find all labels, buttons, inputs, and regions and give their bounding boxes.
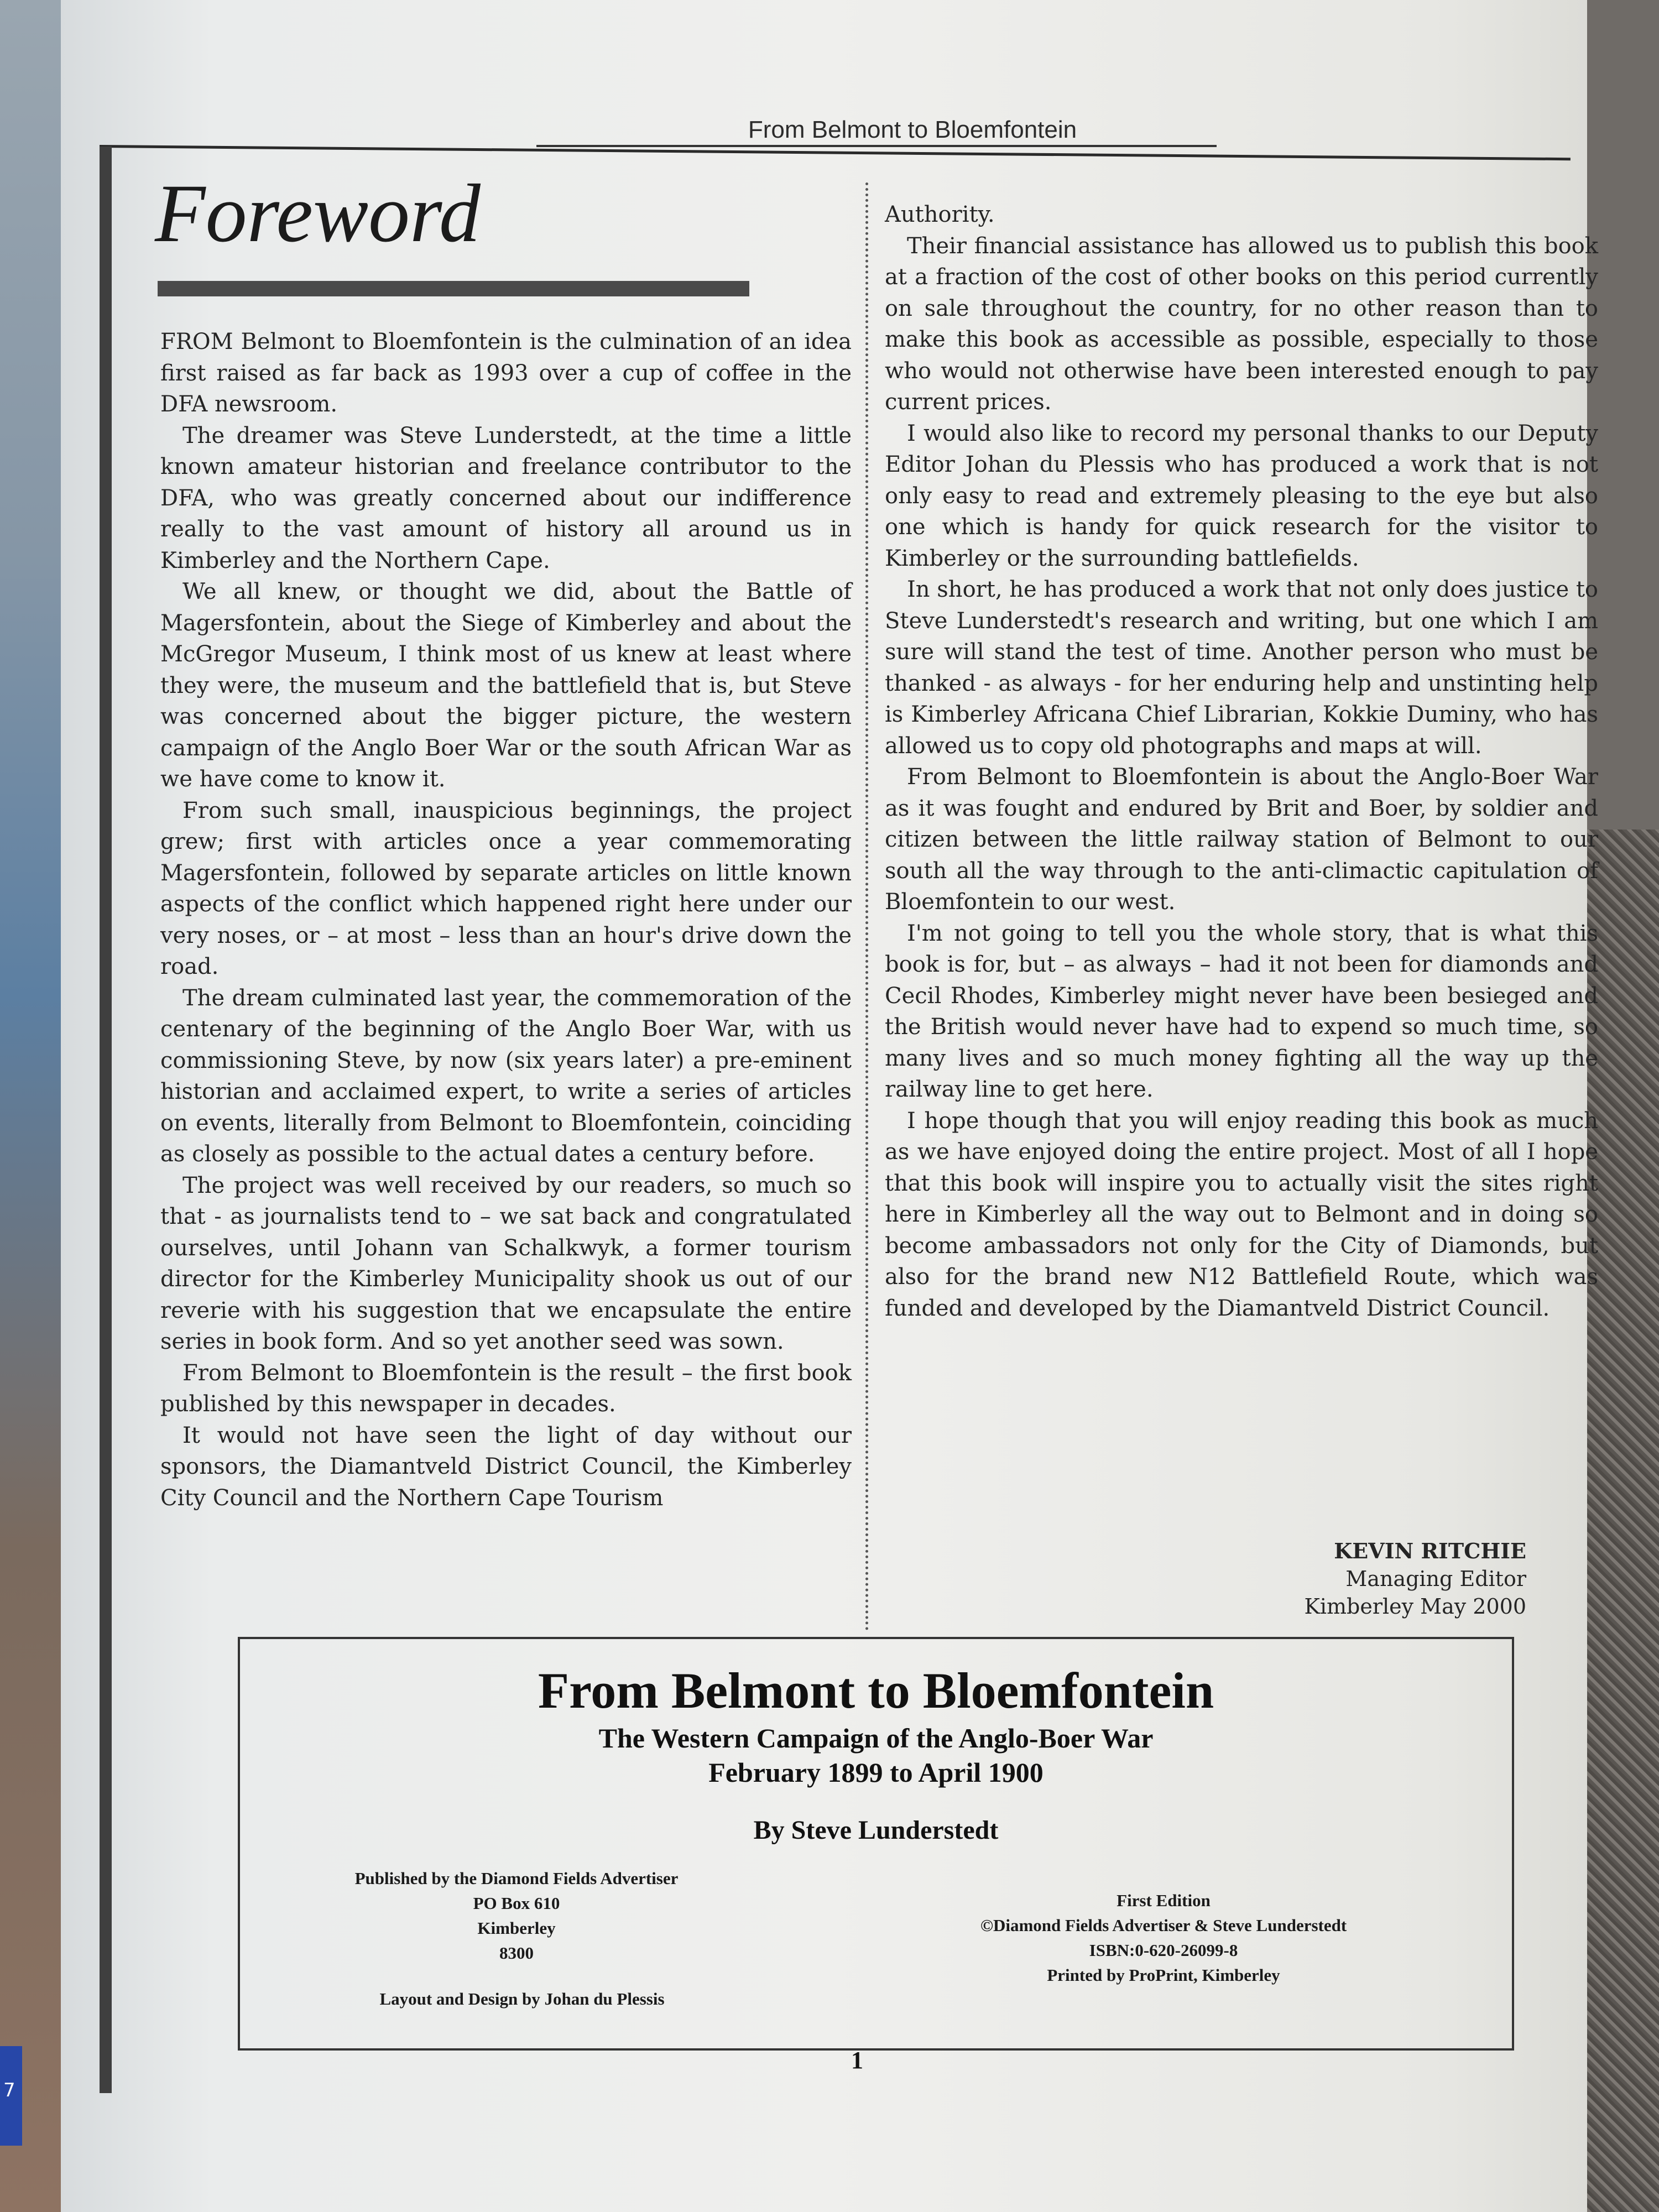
paragraph: From Belmont to Bloemfontein is about the Anglo-Boer War as it was fought and endured by Brit and Boer, by soldier and citizen between the little railway station of Belmont to our south all the way through to the anti-climactic capitulation of Bloemfontein to our west.: [885, 764, 1598, 915]
signature-block: [1194, 1537, 1526, 1620]
publisher-details: [323, 1866, 710, 1965]
book-author: By Steve Lunderstedt: [753, 1815, 999, 1845]
signature-place-date: Kimberley May 2000: [1304, 1594, 1526, 1619]
paragraph: The dreamer was Steve Lunderstedt, at the time a little known amateur historian and freelance contributor to the DFA, who was greatly concerned about our indifference really to the vast amount of history all around us in Kimberley and the Northern Cape.: [160, 422, 852, 573]
header-underline: [536, 145, 1217, 147]
publisher-line: 8300: [499, 1943, 534, 1963]
publisher-line: PO Box 610: [473, 1893, 560, 1913]
paragraph: The dream culminated last year, the commemoration of the centenary of the beginning of the Anglo Boer War, with us commissioning Steve, by now (six years later) a pre-eminent historian and acclaimed expert, to write a series of articles on events, literally from Belmont to Bloemfontein, coinciding as closely as possible to the actual dates a century before.: [160, 985, 852, 1167]
edge-label: 7: [3, 2079, 15, 2101]
edition-line: First Edition: [1117, 1891, 1211, 1910]
title-underline-bar: [158, 281, 749, 296]
paragraph: The project was well received by our readers, so much so that - as journalists tend to – we sat back and congratulated ourselves, until Johann van Schalkwyk, a former tourism director for the Kimberley Municipality shook us out of our reverie with his suggestion that we encapsulate the entire series in book form. And so yet another seed was sown.: [160, 1172, 852, 1354]
signature-name: KEVIN RITCHIE: [1334, 1538, 1526, 1563]
paragraph: It would not have seen the light of day without our sponsors, the Diamantveld District Council, the Kimberley City Council and the Northern Cape Tourism: [160, 1422, 852, 1511]
page-number: 1: [851, 2047, 863, 2074]
paragraph: Their financial assistance has allowed us to publish this book at a fraction of the cost of other books on this period currently on sale throughout the country, for no other reason than to make this book as accessible as possible, especially to those who would not otherwise have been interested enough to pay current prices.: [885, 233, 1598, 415]
layout-credit: Layout and Design by Johan du Plessis: [379, 1989, 665, 2008]
paragraph: I would also like to record my personal thanks to our Deputy Editor Johan du Plessis who has produced a work that is not only easy to read and extremely pleasing to the eye but also one which is handy for quick research for the visitor to Kimberley or the surrounding battlefields.: [885, 420, 1598, 571]
edition-line: Printed by ProPrint, Kimberley: [1047, 1965, 1280, 1985]
edition-line: ISBN:0-620-26099-8: [1089, 1940, 1238, 1960]
paragraph: From such small, inauspicious beginnings, the project grew; first with articles once a year commemorating Magersfontein, followed by separate articles on little known aspects of the conflict which happened right here under our very noses, or – at most – less than an hour's drive down the road.: [160, 797, 852, 979]
book-title: From Belmont to Bloemfontein: [538, 1662, 1214, 1719]
book-dates: February 1899 to April 1900: [708, 1757, 1044, 1788]
paragraph: Authority.: [885, 202, 995, 227]
edition-details: [942, 1888, 1385, 1987]
column-divider: [865, 182, 868, 1631]
paragraph: We all knew, or thought we did, about the Battle of Magersfontein, about the Siege of Kimberley and about the McGregor Museum, I think most of us knew at least where they were, the museum and the battlefield that is, but Steve was concerned about the bigger picture, the western campaign of the Anglo Boer War or the south African War as we have come to know it.: [160, 579, 852, 792]
paragraph: I hope though that you will enjoy reading this book as much as we have enjoyed doing the entire project. Most of all I hope that this book will inspire you to actually visit the sites right here in Kimberley all the way out to Belmont and in doing so become ambassadors not only for the City of Diamonds, but also for the brand new N12 Battlefield Route, which was funded and developed by the Diamantveld District Council.: [885, 1108, 1598, 1321]
page-title: Foreword: [155, 168, 481, 259]
paragraph: In short, he has produced a work that not only does justice to Steve Lunderstedt's research and writing, but one which I am sure will stand the test of time. Another person who must be thanked - as always - for her enduring help and unstinting help is Kimberley Africana Chief Librarian, Kokkie Duminy, who has allowed us to copy old photographs and maps at will.: [885, 577, 1598, 759]
book-page: [61, 0, 1598, 2212]
paragraph: I'm not going to tell you the whole story, that is what this book is for, but – as always – had it not been for diamonds and Cecil Rhodes, Kimberley might never have been besieged and the British would never have had to expend so much time, so many lives and so much money fighting all the way up the railway line to get here.: [885, 920, 1598, 1102]
publisher-line: Kimberley: [477, 1918, 556, 1938]
running-header: From Belmont to Bloemfontein: [748, 116, 1077, 143]
background-book-edge: [0, 2046, 22, 2146]
publisher-line: Published by the Diamond Fields Advertiser: [354, 1869, 679, 1888]
header-rule: [100, 145, 1571, 160]
right-column: [885, 199, 1598, 1324]
book-subtitle: The Western Campaign of the Anglo-Boer War: [598, 1723, 1154, 1754]
book-info-box: [238, 1637, 1514, 2051]
paragraph: FROM Belmont to Bloemfontein is the culmination of an idea first raised as far back as 1993 over a cup of coffee in the DFA newsroom.: [160, 329, 852, 417]
left-margin-bar: [100, 147, 112, 2093]
paragraph: From Belmont to Bloemfontein is the result – the first book published by this newspaper in decades.: [160, 1360, 852, 1417]
signature-role: Managing Editor: [1345, 1567, 1526, 1591]
edition-line: ©Diamond Fields Advertiser & Steve Lunderstedt: [980, 1916, 1347, 1935]
left-column: [160, 326, 852, 1514]
